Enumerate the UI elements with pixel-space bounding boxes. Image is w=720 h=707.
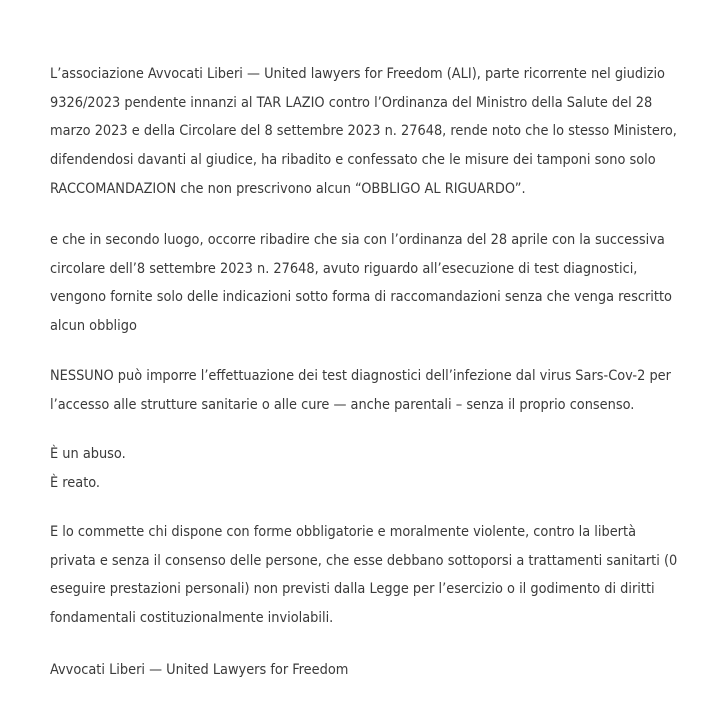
text-line: privata e senza il consenso delle persone, che esse debbano sottoporsi a trattamenti sanitarti (0 (50, 552, 678, 569)
paragraph-commette (50, 518, 677, 633)
text-line: È un abuso. (50, 446, 126, 462)
paragraph-announcement (50, 60, 677, 204)
paragraph-nessuno (50, 362, 671, 419)
text-line: l’accesso alle strutture sanitarie o alle cure — anche parentali – senza il proprio consenso. (50, 396, 635, 413)
signature-line (50, 656, 348, 685)
text-line: 9326/2023 pendente innanzi al TAR LAZIO contro l’Ordinanza del Ministro della Salute del 28 (50, 94, 653, 111)
text-line: NESSUNO può imporre l’effettuazione dei test diagnostici dell’infezione dal virus Sars-Cov-2 per (50, 368, 671, 384)
text-line: fondamentali costituzionalmente inviolabili. (50, 610, 334, 627)
text-line: difendendosi davanti al giudice, ha ribadito e confessato che le misure dei tamponi sono solo (50, 152, 656, 169)
text-line: E lo commette chi dispone con forme obbligatorie e moralmente violente, contro la libertà (50, 524, 636, 540)
text-line: e che in secondo luogo, occorre ribadire che sia con l’ordinanza del 28 aprile con la successiva (50, 232, 665, 248)
paragraph-abuso (50, 440, 126, 497)
text-line: marzo 2023 e della Circolare del 8 settembre 2023 n. 27648, rende noto che lo stesso Ministero, (50, 123, 677, 140)
text-line: alcun obbligo (50, 318, 137, 335)
text-line: L’associazione Avvocati Liberi — United lawyers for Freedom (ALI), parte ricorrente nel giudizio (50, 66, 665, 82)
text-line: Avvocati Liberi — United Lawyers for Freedom (50, 662, 349, 678)
text-line: eseguire prestazioni personali) non previsti dalla Legge per l’esercizio o il godimento di diritti (50, 581, 655, 598)
text-line: vengono fornite solo delle indicazioni sotto forma di raccomandazioni senza che venga rescritto (50, 289, 672, 306)
text-line: RACCOMANDAZION che non prescrivono alcun “OBBLIGO AL RIGUARDO”. (50, 180, 526, 197)
text-line: È reato. (50, 474, 101, 491)
text-line: circolare dell’8 settembre 2023 n. 27648, avuto riguardo all’esecuzione di test diagnostici, (50, 260, 638, 277)
paragraph-second-point (50, 226, 672, 341)
